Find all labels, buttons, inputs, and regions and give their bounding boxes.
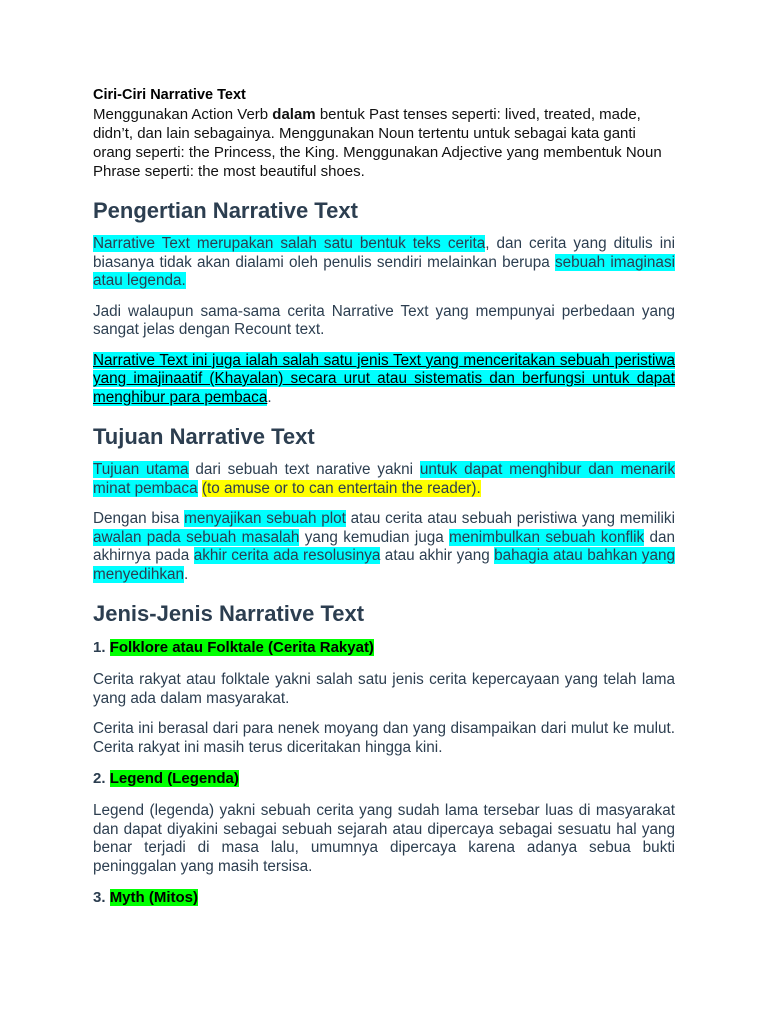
text-span: . <box>267 388 272 406</box>
highlight-definition: Narrative Text merupakan salah satu bentuk teks cerita <box>93 235 486 252</box>
pengertian-paragraph-2: Jadi walaupun sama-sama cerita Narrative Text yang mempunyai perbedaan yang sangat jelas dengan Recount text. <box>93 302 675 338</box>
intro-text-c: bentuk Past tenses seperti: lived, treated, made, didn’t, dan lain sebagainya. Menggunakan Noun tertentu untuk sebagai kata ganti orang seperti: the Princess, the King. Menggunakan Adjective yang membentuk Noun Phrase seperti: the most beautiful shoes. <box>93 106 662 180</box>
text-span: , dan cerita yang ditulis ini biasanya tidak akan dialami oleh penulis sendiri melainkan berupa <box>93 235 675 271</box>
highlight-underlined-definition: Narrative Text ini juga ialah salah satu jenis Text yang menceritakan sebuah peristiwa yang imajinaatif (Khayalan) secara urut atau sistematis dan berfungsi untuk dapat menghibur para pembaca <box>93 351 675 406</box>
list-number: 2. <box>93 770 110 787</box>
list-item-folklore <box>93 638 675 657</box>
text-span: yang kemudian juga <box>299 528 450 546</box>
list-label-legend: Legend (Legenda) <box>109 770 239 787</box>
list-item-myth <box>93 888 675 907</box>
ciri-ciri-paragraph <box>93 105 675 181</box>
pengertian-paragraph-3 <box>93 352 675 408</box>
text-span: atau akhir yang <box>380 547 495 564</box>
text-span: dan akhirnya pada <box>93 528 675 564</box>
text-span: atau cerita atau sebuah peristiwa yang memiliki <box>345 510 675 527</box>
tujuan-paragraph-1 <box>93 461 675 498</box>
tujuan-paragraph-2 <box>93 510 675 584</box>
heading-pengertian: Pengertian Narrative Text <box>93 198 358 223</box>
pengertian-paragraph-1 <box>93 235 675 291</box>
heading-jenis: Jenis-Jenis Narrative Text <box>93 601 365 626</box>
list-number: 3. <box>93 889 110 906</box>
highlight-tujuan-utama: Tujuan utama <box>93 461 189 478</box>
highlight-imaginasi: sebuah imaginasi atau legenda. <box>93 253 675 289</box>
folklore-paragraph-2: Cerita ini berasal dari para nenek moyang dan yang disampaikan dari mulut ke mulut. Cerita rakyat ini masih terus diceritakan hingga kini. <box>93 720 675 756</box>
highlight-resolusi: akhir cerita ada resolusinya <box>193 547 381 564</box>
folklore-paragraph-1: Cerita rakyat atau folktale yakni salah satu jenis cerita kepercayaan yang telah lama yang ada dalam masyarakat. <box>93 671 675 707</box>
intro-text-a: Menggunakan Action Verb <box>93 106 273 123</box>
text-span: dari sebuah text narative yakni <box>188 461 420 478</box>
highlight-menghibur: untuk dapat menghibur dan menarik minat pembaca <box>93 461 675 497</box>
highlight-english-translation: (to amuse or to can entertain the reader). <box>201 479 481 497</box>
list-number: 1. <box>93 639 110 656</box>
text-span: Dengan bisa <box>93 510 185 527</box>
intro-bold-word: dalam <box>272 106 316 123</box>
heading-tujuan: Tujuan Narrative Text <box>93 424 315 449</box>
highlight-awalan: awalan pada sebuah masalah <box>93 528 300 546</box>
text-span: . <box>184 565 189 583</box>
highlight-akhir: bahagia atau bahkan yang menyedihkan <box>93 547 675 583</box>
list-item-legend <box>93 769 675 788</box>
legend-paragraph: Legend (legenda) yakni sebuah cerita yang sudah lama tersebar luas di masyarakat dan dapat diyakini sebagai sebuah sejarah atau dipercaya sebagai sesuatu hal yang benar terjadi di masa lalu, umumnya dipercaya karena adanya sebua bukti peninggalan yang masih tersisa. <box>93 802 675 875</box>
list-label-folklore: Folklore atau Folktale (Cerita Rakyat) <box>109 639 374 656</box>
highlight-konflik: menimbulkan sebuah konflik <box>449 528 645 546</box>
list-label-myth: Myth (Mitos) <box>109 889 199 906</box>
highlight-plot: menyajikan sebuah plot <box>184 510 346 527</box>
section-title-ciri-ciri: Ciri-Ciri Narrative Text <box>93 87 246 103</box>
